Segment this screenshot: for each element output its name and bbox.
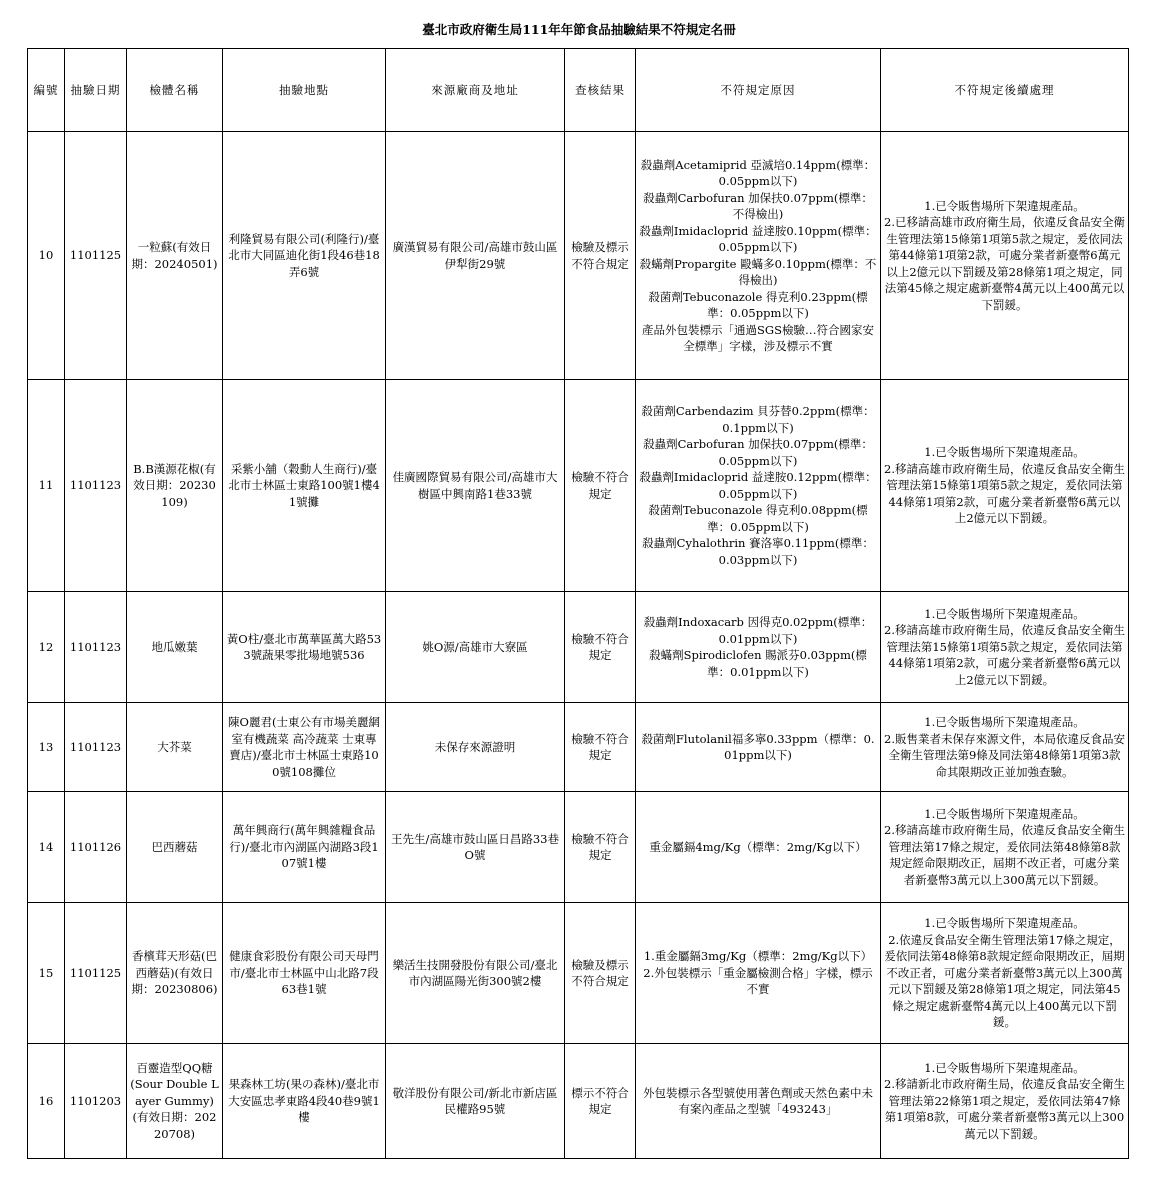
cell-name-line: 百靈造型QQ糖 xyxy=(136,1060,213,1075)
cell-result: 檢驗及標示不符合規定 xyxy=(565,132,636,380)
cell-reason-line: 殺蟲劑Acetamiprid 亞滅培0.14ppm(標準：0.05ppm以下) xyxy=(640,157,876,188)
cell-followup xyxy=(881,792,1129,903)
table-row xyxy=(28,903,1129,1044)
cell-name-line: 巴西蘑菇 xyxy=(151,839,198,854)
cell-followup-line: 1.已令販售場所下架違規產品。 xyxy=(924,606,1085,621)
cell-reason xyxy=(636,380,881,592)
cell-date: 1101125 xyxy=(65,132,127,380)
cell-result: 檢驗不符合規定 xyxy=(565,703,636,792)
cell-reason-line: 殺蟲劑Cyhalothrin 賽洛寧0.11ppm(標準：0.03ppm以下) xyxy=(642,536,874,567)
cell-followup-line: 2.移請高雄市政府衛生局，依違反食品安全衛生管理法第15條第1項第5款之規定，爰依同法第44條第1項第2款，可處分業者新臺幣6萬元以上2億元以下罰鍰。 xyxy=(884,461,1125,526)
cell-name xyxy=(127,1044,223,1159)
cell-reason-line: 殺蟲劑Imidacloprid 益達胺0.12ppm(標準：0.05ppm以下) xyxy=(639,470,877,501)
cell-date: 1101123 xyxy=(65,380,127,592)
cell-reason-line: 重金屬鎘4mg/Kg（標準：2mg/Kg以下） xyxy=(649,839,867,854)
header-reason: 不符規定原因 xyxy=(636,49,881,132)
cell-followup-line: 1.已令販售場所下架違規產品。 xyxy=(924,715,1085,729)
cell-reason-line: 殺菌劑Tebuconazole 得克利0.08ppm(標準：0.05ppm以下) xyxy=(648,503,868,534)
cell-reason xyxy=(636,903,881,1044)
cell-no: 10 xyxy=(28,132,65,380)
cell-source: 佳廣國際貿易有限公司/高雄市大樹區中興南路1巷33號 xyxy=(386,380,565,592)
header-source: 來源廠商及地址 xyxy=(386,49,565,132)
header-no: 編號 xyxy=(28,49,65,132)
cell-followup xyxy=(881,132,1129,380)
cell-source: 王先生/高雄市鼓山區日昌路33巷O號 xyxy=(386,792,565,903)
header-date: 抽驗日期 xyxy=(65,49,127,132)
cell-name xyxy=(127,792,223,903)
header-name: 檢體名稱 xyxy=(127,49,223,132)
cell-reason-line: 外包裝標示各型號使用著色劑或天然色素中未有案內產品之型號「493243」 xyxy=(643,1085,873,1116)
cell-no: 12 xyxy=(28,592,65,703)
cell-followup-line: 2.依違反食品安全衛生管理法第17條之規定，爰依同法第48條第8款規定經命限期改正，屆期不改正者，可處分業者新臺幣3萬元以上300萬元以下罰鍰及第28條第1項之規定，同法第45條之規定處新臺幣4萬元以上400萬元以下罰鍰。 xyxy=(884,932,1125,1030)
cell-name-line: (Sour Double Layer Gummy)(有效日期：20220708) xyxy=(130,1077,219,1141)
cell-reason-line: 殺蟲劑Carbofuran 加保扶0.07ppm(標準：不得檢出) xyxy=(643,190,873,221)
cell-date: 1101123 xyxy=(65,592,127,703)
cell-followup xyxy=(881,1044,1129,1159)
cell-reason xyxy=(636,1044,881,1159)
cell-result: 檢驗不符合規定 xyxy=(565,792,636,903)
cell-followup xyxy=(881,703,1129,792)
cell-reason-line: 殺菌劑Tebuconazole 得克利0.23ppm(標準：0.05ppm以下) xyxy=(648,289,868,320)
cell-reason-line: 殺蟲劑Carbofuran 加保扶0.07ppm(標準：0.05ppm以下) xyxy=(643,437,873,468)
cell-location: 健康食彩股份有限公司天母門市/臺北市士林區中山北路7段63巷1號 xyxy=(223,903,386,1044)
cell-date: 1101123 xyxy=(65,703,127,792)
cell-date: 1101125 xyxy=(65,903,127,1044)
cell-location: 利隆貿易有限公司(利隆行)/臺北市大同區迪化街1段46巷18弄6號 xyxy=(223,132,386,380)
cell-source: 姚O源/高雄市大寮區 xyxy=(386,592,565,703)
cell-reason-line: 1.重金屬鎘3mg/Kg（標準：2mg/Kg以下） xyxy=(643,949,873,964)
cell-followup-line: 2.移請新北市政府衛生局，依違反食品安全衛生管理法第22條第1項之規定，爰依同法第47條第1項第8款，可處分業者新臺幣3萬元以上300萬元以下罰鍰。 xyxy=(884,1077,1125,1141)
cell-followup-line: 2.移請高雄市政府衛生局，依違反食品安全衛生管理法第17條之規定，爰依同法第48條第8款規定經命限期改正，屆期不改正者，可處分業者新臺幣3萬元以上300萬元以下罰鍰。 xyxy=(884,823,1125,887)
cell-reason xyxy=(636,792,881,903)
cell-reason-line: 殺蟎劑Spirodiclofen 賜派芬0.03ppm(標準：0.01ppm以下) xyxy=(649,648,867,679)
cell-no: 11 xyxy=(28,380,65,592)
cell-no: 13 xyxy=(28,703,65,792)
table-row xyxy=(28,132,1129,380)
cell-followup-line: 1.已令販售場所下架違規產品。 xyxy=(924,916,1085,931)
cell-reason-line: 產品外包裝標示「通過SGS檢驗…符合國家安全標準」字樣，涉及標示不實 xyxy=(642,322,874,353)
cell-date: 1101203 xyxy=(65,1044,127,1159)
header-result: 查核結果 xyxy=(565,49,636,132)
cell-followup-line: 2.販售業者未保存來源文件，本局依違反食品安全衛生管理法第9條及同法第48條第1項第3款命其限期改正並加強查驗。 xyxy=(884,731,1125,779)
cell-result: 標示不符合規定 xyxy=(565,1044,636,1159)
cell-location: 采紫小舖（穀動人生商行)/臺北市士林區士東路100號1樓41號攤 xyxy=(223,380,386,592)
cell-followup-line: 1.已令販售場所下架違規產品。 xyxy=(924,806,1085,821)
cell-followup xyxy=(881,380,1129,592)
cell-followup-line: 1.已令販售場所下架違規產品。 xyxy=(924,198,1085,213)
cell-no: 15 xyxy=(28,903,65,1044)
cell-followup xyxy=(881,903,1129,1044)
header-location: 抽驗地點 xyxy=(223,49,386,132)
cell-name-line: B.B漢源花椒(有效日期：20230109) xyxy=(133,461,216,509)
page-title: 臺北市政府衛生局111年年節食品抽驗結果不符規定名冊 xyxy=(422,22,736,37)
table-row xyxy=(28,703,1129,792)
cell-name-line: 大芥菜 xyxy=(157,739,192,754)
cell-name xyxy=(127,903,223,1044)
cell-reason xyxy=(636,132,881,380)
header-followup: 不符規定後續處理 xyxy=(881,49,1129,132)
cell-name-line: 地瓜嫩葉 xyxy=(151,639,198,654)
results-table xyxy=(27,48,1129,1159)
cell-name-line: 一粒蘇(有效日期：20240501) xyxy=(131,240,218,271)
cell-name xyxy=(127,592,223,703)
cell-name xyxy=(127,132,223,380)
cell-reason-line: 殺蟎劑Propargite 毆蟎多0.10ppm(標準：不得檢出) xyxy=(639,256,877,287)
table-row xyxy=(28,380,1129,592)
table-row xyxy=(28,792,1129,903)
cell-location: 果森林工坊(果の森林)/臺北市大安區忠孝東路4段40巷9號1樓 xyxy=(223,1044,386,1159)
cell-result: 檢驗不符合規定 xyxy=(565,380,636,592)
cell-reason-line: 殺蟲劑Imidacloprid 益達胺0.10ppm(標準：0.05ppm以下) xyxy=(639,223,877,254)
cell-result: 檢驗不符合規定 xyxy=(565,592,636,703)
cell-source: 未保存來源證明 xyxy=(386,703,565,792)
cell-source: 樂活生技開發股份有限公司/臺北市內湖區陽光街300號2樓 xyxy=(386,903,565,1044)
cell-followup-line: 1.已令販售場所下架違規產品。 xyxy=(924,445,1085,460)
cell-reason xyxy=(636,703,881,792)
cell-location: 陳O麗君(士東公有市場美麗網室有機蔬菜 高冷蔬菜 士東專賣店)/臺北市士林區士東路100號108攤位 xyxy=(223,703,386,792)
cell-no: 14 xyxy=(28,792,65,903)
cell-date: 1101126 xyxy=(65,792,127,903)
cell-source: 廣漢貿易有限公司/高雄市鼓山區伊犁街29號 xyxy=(386,132,565,380)
header-row xyxy=(28,49,1129,132)
cell-name xyxy=(127,703,223,792)
cell-followup-line: 2.移請高雄市政府衛生局，依違反食品安全衛生管理法第15條第1項第5款之規定，爰依同法第44條第1項第2款，可處分業者新臺幣6萬元以上2億元以下罰鍰。 xyxy=(884,623,1125,687)
cell-location: 萬年興商行(萬年興雜糧食品行)/臺北市內湖區內湖路3段107號1樓 xyxy=(223,792,386,903)
cell-location: 黃O柱/臺北市萬華區萬大路533號蔬果零批場地號536 xyxy=(223,592,386,703)
table-row xyxy=(28,1044,1129,1159)
cell-followup-line: 2.已移請高雄市政府衛生局，依違反食品安全衛生管理法第15條第1項第5款之規定，爰依同法第44條第1項第2款，可處分業者新臺幣6萬元以上2億元以下罰鍰及第28條第1項之規定，同法第45條之規定處新臺幣4萬元以上400萬元以下罰鍰。 xyxy=(884,215,1125,312)
cell-followup-line: 1.已令販售場所下架違規產品。 xyxy=(924,1060,1085,1075)
cell-reason-line: 2.外包裝標示「重金屬檢測合格」字樣，標示不實 xyxy=(643,965,873,997)
table-row xyxy=(28,592,1129,703)
cell-reason-line: 殺蟲劑Indoxacarb 因得克0.02ppm(標準：0.01ppm以下) xyxy=(643,615,873,646)
cell-name xyxy=(127,380,223,592)
cell-name-line: 香檳茸天形菇(巴西蘑菇)(有效日期：20230806) xyxy=(131,949,218,997)
cell-reason xyxy=(636,592,881,703)
cell-reason-line: 殺菌劑Flutolanil福多寧0.33ppm（標準：0.01ppm以下) xyxy=(641,731,875,762)
cell-followup xyxy=(881,592,1129,703)
cell-result: 檢驗及標示不符合規定 xyxy=(565,903,636,1044)
cell-reason-line: 殺菌劑Carbendazim 貝芬替0.2ppm(標準：0.1ppm以下) xyxy=(641,404,875,435)
cell-source: 敬洋股份有限公司/新北市新店區民權路95號 xyxy=(386,1044,565,1159)
cell-no: 16 xyxy=(28,1044,65,1159)
